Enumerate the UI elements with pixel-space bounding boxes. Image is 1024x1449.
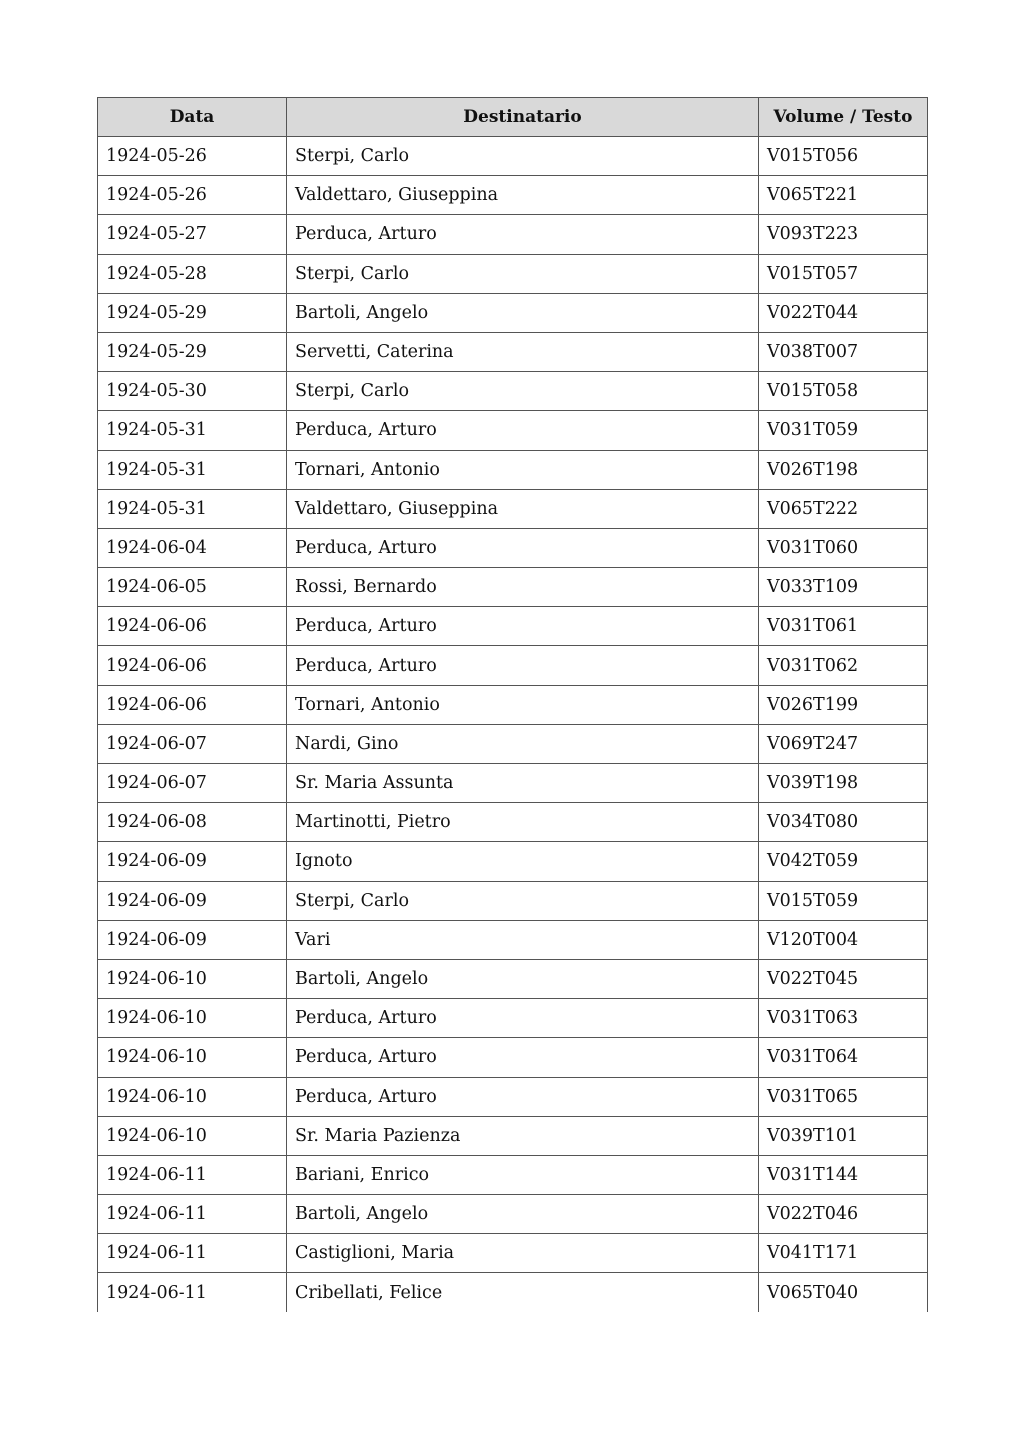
cell-date: 1924-06-11 bbox=[98, 1234, 287, 1273]
cell-recipient: Sterpi, Carlo bbox=[287, 372, 759, 411]
table-row bbox=[98, 372, 928, 411]
table-row bbox=[98, 685, 928, 724]
cell-recipient: Perduca, Arturo bbox=[287, 999, 759, 1038]
cell-volume-text: V038T007 bbox=[759, 332, 928, 371]
cell-date: 1924-05-28 bbox=[98, 254, 287, 293]
cell-date: 1924-06-06 bbox=[98, 685, 287, 724]
cell-recipient: Ignoto bbox=[287, 842, 759, 881]
table-row bbox=[98, 528, 928, 567]
cell-volume-text: V031T063 bbox=[759, 999, 928, 1038]
table-row bbox=[98, 959, 928, 998]
cell-date: 1924-05-31 bbox=[98, 411, 287, 450]
cell-recipient: Valdettaro, Giuseppina bbox=[287, 176, 759, 215]
cell-recipient: Castiglioni, Maria bbox=[287, 1234, 759, 1273]
table-row bbox=[98, 646, 928, 685]
cell-volume-text: V015T058 bbox=[759, 372, 928, 411]
cell-recipient: Bartoli, Angelo bbox=[287, 293, 759, 332]
cell-date: 1924-06-08 bbox=[98, 803, 287, 842]
table-row bbox=[98, 1077, 928, 1116]
cell-volume-text: V031T059 bbox=[759, 411, 928, 450]
table-header-row bbox=[98, 98, 928, 137]
cell-recipient: Perduca, Arturo bbox=[287, 646, 759, 685]
table-row bbox=[98, 1234, 928, 1273]
cell-volume-text: V041T171 bbox=[759, 1234, 928, 1273]
table-row bbox=[98, 215, 928, 254]
cell-volume-text: V031T065 bbox=[759, 1077, 928, 1116]
cell-recipient: Valdettaro, Giuseppina bbox=[287, 489, 759, 528]
cell-date: 1924-06-07 bbox=[98, 764, 287, 803]
table-body bbox=[98, 137, 928, 1313]
cell-date: 1924-06-10 bbox=[98, 999, 287, 1038]
cell-recipient: Perduca, Arturo bbox=[287, 215, 759, 254]
cell-volume-text: V022T045 bbox=[759, 959, 928, 998]
header-volume-text: Volume / Testo bbox=[759, 98, 928, 137]
cell-date: 1924-06-09 bbox=[98, 842, 287, 881]
cell-volume-text: V093T223 bbox=[759, 215, 928, 254]
cell-recipient: Vari bbox=[287, 920, 759, 959]
cell-date: 1924-06-09 bbox=[98, 920, 287, 959]
cell-recipient: Servetti, Caterina bbox=[287, 332, 759, 371]
table-row bbox=[98, 568, 928, 607]
cell-volume-text: V065T221 bbox=[759, 176, 928, 215]
table-row bbox=[98, 293, 928, 332]
cell-recipient: Perduca, Arturo bbox=[287, 1077, 759, 1116]
table-row bbox=[98, 1273, 928, 1312]
cell-volume-text: V031T061 bbox=[759, 607, 928, 646]
cell-recipient: Cribellati, Felice bbox=[287, 1273, 759, 1312]
table-row bbox=[98, 1155, 928, 1194]
cell-volume-text: V026T199 bbox=[759, 685, 928, 724]
cell-date: 1924-06-11 bbox=[98, 1155, 287, 1194]
cell-recipient: Tornari, Antonio bbox=[287, 685, 759, 724]
cell-recipient: Perduca, Arturo bbox=[287, 411, 759, 450]
cell-recipient: Bartoli, Angelo bbox=[287, 1195, 759, 1234]
table-row bbox=[98, 1116, 928, 1155]
cell-volume-text: V042T059 bbox=[759, 842, 928, 881]
table-row bbox=[98, 137, 928, 176]
table-row bbox=[98, 411, 928, 450]
cell-volume-text: V039T101 bbox=[759, 1116, 928, 1155]
cell-date: 1924-06-06 bbox=[98, 607, 287, 646]
cell-volume-text: V015T059 bbox=[759, 881, 928, 920]
letters-table bbox=[97, 97, 928, 1312]
cell-recipient: Perduca, Arturo bbox=[287, 528, 759, 567]
cell-date: 1924-05-31 bbox=[98, 450, 287, 489]
cell-volume-text: V039T198 bbox=[759, 764, 928, 803]
table-row bbox=[98, 254, 928, 293]
cell-recipient: Sterpi, Carlo bbox=[287, 881, 759, 920]
cell-date: 1924-06-10 bbox=[98, 1077, 287, 1116]
cell-recipient: Martinotti, Pietro bbox=[287, 803, 759, 842]
table-row bbox=[98, 920, 928, 959]
cell-volume-text: V015T057 bbox=[759, 254, 928, 293]
cell-recipient: Sterpi, Carlo bbox=[287, 254, 759, 293]
cell-volume-text: V031T064 bbox=[759, 1038, 928, 1077]
cell-volume-text: V065T040 bbox=[759, 1273, 928, 1312]
cell-volume-text: V031T060 bbox=[759, 528, 928, 567]
cell-recipient: Perduca, Arturo bbox=[287, 607, 759, 646]
table-row bbox=[98, 724, 928, 763]
cell-volume-text: V015T056 bbox=[759, 137, 928, 176]
table-row bbox=[98, 332, 928, 371]
cell-recipient: Sterpi, Carlo bbox=[287, 137, 759, 176]
cell-recipient: Rossi, Bernardo bbox=[287, 568, 759, 607]
cell-date: 1924-05-29 bbox=[98, 332, 287, 371]
cell-volume-text: V033T109 bbox=[759, 568, 928, 607]
cell-volume-text: V034T080 bbox=[759, 803, 928, 842]
cell-volume-text: V069T247 bbox=[759, 724, 928, 763]
cell-recipient: Sr. Maria Pazienza bbox=[287, 1116, 759, 1155]
table-row bbox=[98, 607, 928, 646]
table-row bbox=[98, 1038, 928, 1077]
cell-date: 1924-06-10 bbox=[98, 959, 287, 998]
cell-recipient: Perduca, Arturo bbox=[287, 1038, 759, 1077]
header-date: Data bbox=[98, 98, 287, 137]
cell-volume-text: V022T046 bbox=[759, 1195, 928, 1234]
cell-volume-text: V120T004 bbox=[759, 920, 928, 959]
table-row bbox=[98, 803, 928, 842]
cell-date: 1924-06-10 bbox=[98, 1038, 287, 1077]
cell-date: 1924-06-05 bbox=[98, 568, 287, 607]
cell-date: 1924-06-11 bbox=[98, 1273, 287, 1312]
cell-recipient: Tornari, Antonio bbox=[287, 450, 759, 489]
cell-date: 1924-05-26 bbox=[98, 137, 287, 176]
table-row bbox=[98, 450, 928, 489]
header-recipient: Destinatario bbox=[287, 98, 759, 137]
cell-date: 1924-05-27 bbox=[98, 215, 287, 254]
cell-date: 1924-06-04 bbox=[98, 528, 287, 567]
table-row bbox=[98, 999, 928, 1038]
cell-recipient: Sr. Maria Assunta bbox=[287, 764, 759, 803]
cell-recipient: Bariani, Enrico bbox=[287, 1155, 759, 1194]
cell-volume-text: V022T044 bbox=[759, 293, 928, 332]
table-row bbox=[98, 1195, 928, 1234]
table-row bbox=[98, 489, 928, 528]
cell-volume-text: V031T144 bbox=[759, 1155, 928, 1194]
cell-date: 1924-06-07 bbox=[98, 724, 287, 763]
cell-volume-text: V031T062 bbox=[759, 646, 928, 685]
cell-date: 1924-06-09 bbox=[98, 881, 287, 920]
cell-date: 1924-05-31 bbox=[98, 489, 287, 528]
cell-date: 1924-06-06 bbox=[98, 646, 287, 685]
cell-date: 1924-05-29 bbox=[98, 293, 287, 332]
cell-recipient: Bartoli, Angelo bbox=[287, 959, 759, 998]
table-row bbox=[98, 764, 928, 803]
table-row bbox=[98, 842, 928, 881]
table-row bbox=[98, 881, 928, 920]
cell-volume-text: V026T198 bbox=[759, 450, 928, 489]
cell-date: 1924-05-30 bbox=[98, 372, 287, 411]
cell-volume-text: V065T222 bbox=[759, 489, 928, 528]
cell-date: 1924-05-26 bbox=[98, 176, 287, 215]
cell-date: 1924-06-10 bbox=[98, 1116, 287, 1155]
table-row bbox=[98, 176, 928, 215]
cell-date: 1924-06-11 bbox=[98, 1195, 287, 1234]
cell-recipient: Nardi, Gino bbox=[287, 724, 759, 763]
